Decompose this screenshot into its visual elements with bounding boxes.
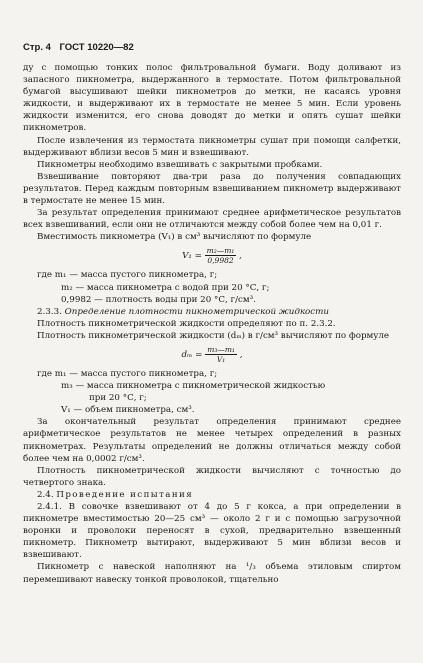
standard-number: ГОСТ 10220—82 <box>59 42 134 53</box>
formula-density <box>23 345 401 364</box>
definition: при 20 °С, г; <box>89 393 147 404</box>
paragraph: После извлечения из термостата пикнометры сушат при помощи салфетки, выдерживают вблизи весов 5 мин и взвешивают. <box>23 135 401 158</box>
paragraph: Плотность пикнометрической жидкости определяют по п. 2.3.2. <box>37 318 336 329</box>
paragraph: Плотность пикнометрической жидкости вычисляют с точностью до четвертого знака. <box>23 465 401 488</box>
page-label: Стр. 4 <box>23 42 51 53</box>
definition: 0,9982 — плотность воды при 20 °С, г/см³. <box>61 294 256 305</box>
section-heading <box>23 489 401 501</box>
paragraph: За окончательный результат определения принимают среднее арифметическое результатов не менее четырех определений в разных пикнометрах. Результаты определений не должны отличаться между собой более чем на 0,0002 г/см³. <box>23 417 401 464</box>
definition: где m₁ — масса пустого пикнометра, г; <box>37 368 218 379</box>
fraction <box>205 246 237 265</box>
fraction-numerator: m₂—m₁ <box>206 246 235 256</box>
fraction-numerator: m₃—m₁ <box>207 344 235 354</box>
paragraph: Взвешивание повторяют два-три раза до получения совпадающих результатов. Перед каждым повторным взвешиванием пикнометр выдерживают в термостате не менее 15 мин. <box>23 171 401 207</box>
section-number: 2.3.3. <box>37 306 62 317</box>
section-title: Проведение испытания <box>56 489 194 500</box>
definitions-list <box>37 269 401 305</box>
definition: m₂ — масса пикнометра с водой при 20 °С, г; <box>61 282 270 293</box>
paragraph: Вместимость пикнометра (V₁) в см³ вычисляют по формуле <box>37 232 312 243</box>
fraction-denominator: V₁ <box>216 354 226 364</box>
section-heading <box>23 306 401 318</box>
page-header <box>23 42 140 53</box>
definition: V₁ — объем пикнометра, см³. <box>61 405 195 416</box>
body-text <box>23 62 401 586</box>
definitions-list <box>37 368 401 416</box>
definition: m₃ — масса пикнометра с пикнометрической жидкостью <box>61 381 326 392</box>
paragraph: Пикнометры необходимо взвешивать с закрытыми пробками. <box>37 159 323 170</box>
definition: где m₁ — масса пустого пикнометра, г; <box>37 270 218 281</box>
paragraph: Пикнометр с навеской наполняют на ¹/₃ объема этиловым спиртом перемешивают навеску тонкой проволокой, тщательно <box>23 562 401 585</box>
paragraph: ду с помощью тонких полос фильтровальной бумаги. Воду доливают из запасного пикнометра, выдержанного в термостате. Потом фильтровальной бумагой высушивают шейки пикнометров до метки, не касаясь уровня жидкости, и выдерживают их в термостате не менее 5 мин. Если уровень жидкости изменится, его снова доводят до метки и опять сушат шейки пикнометров. <box>23 63 401 134</box>
section-title: Определение плотности пикнометрической жидкости <box>64 306 329 317</box>
paragraph: 2.4.1. В совочке взвешивают от 4 до 5 г кокса, а при определении в пикнометре вместимостью 20—25 см³ — около 2 г и с помощью загрузочной воронки и проволоки переносят в сухой, предварительно взвешенный пикнометр. Пикнометр вытирают, выдерживают 5 мин вблизи весов и взвешивают. <box>23 502 401 561</box>
paragraph: За результат определения принимают среднее арифметическое результатов всех взвешиваний, если они не отличаются между собой более чем на 0,01 г. <box>23 208 401 231</box>
formula-volume <box>23 246 401 265</box>
formula-tail: , <box>239 349 243 360</box>
formula-lhs: dₘ = <box>181 349 203 360</box>
fraction <box>205 345 237 364</box>
formula-tail: , <box>239 251 242 262</box>
formula-lhs: V₁ = <box>182 251 202 262</box>
paragraph: Плотность пикнометрической жидкости (dₘ) в г/см³ вычисляют по формуле <box>37 330 390 341</box>
section-number: 2.4. <box>37 489 54 500</box>
fraction-denominator: 0,9982 <box>207 256 234 266</box>
